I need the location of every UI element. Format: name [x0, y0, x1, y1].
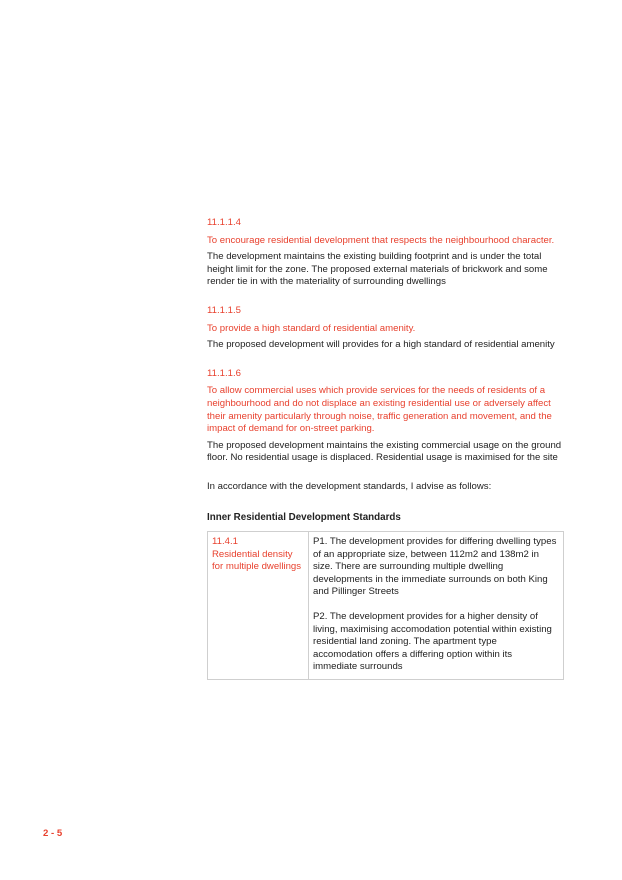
page-number: 2 - 5 [43, 828, 63, 839]
clause-objective: To encourage residential development that respects the neighbourhood character. [207, 234, 555, 246]
clause-response: The proposed development will provides for a high standard of residential amenity [207, 339, 555, 351]
clause-section [207, 305, 567, 352]
performance-criterion-p1: P1. The development provides for differing dwelling types of an appropriate size, between 112m2 and 138m2 in size. There are surrounding multiple dwelling developments in the immediate surrounds on both King and Pillinger Streets [313, 536, 557, 598]
document-body [207, 217, 567, 680]
clause-number: 11.1.1.6 [207, 367, 241, 379]
clause-number: 11.1.1.4 [207, 217, 241, 228]
clause-number: 11.1.1.5 [207, 304, 241, 316]
standards-table [207, 531, 564, 680]
intro-text: In accordance with the development standards, I advise as follows: [207, 480, 492, 492]
standard-response-cell [309, 532, 564, 680]
standard-title: Residential density for multiple dwellings [212, 548, 302, 573]
performance-criterion-p2: P2. The development provides for a higher density of living, maximising accomodation potential within existing residential land zoning. The apartment type accomodation offers a differing option within its immediate surrounds [313, 611, 552, 673]
clause-section [207, 217, 567, 289]
standard-number: 11.4.1 [212, 536, 238, 548]
clause-section [207, 368, 567, 465]
clause-response: The proposed development maintains the existing commercial usage on the ground floor. No residential usage is displaced. Residential usage is maximised for the site [207, 439, 562, 464]
standard-reference-cell [208, 532, 309, 680]
table-row [208, 532, 564, 680]
clause-objective: To provide a high standard of residential amenity. [207, 322, 416, 334]
standards-heading: Inner Residential Development Standards [207, 511, 401, 523]
clause-response: The development maintains the existing building footprint and is under the total height limit for the zone. The proposed external materials of brickwork and some render tie in with the materiality of surrounding dwellings [207, 251, 548, 288]
clause-objective: To allow commercial uses which provide services for the needs of residents of a neighbourhood and do not displace an existing residential use or adversely affect their amenity particularly through noise, traffic generation and movement, and the impact of demand for on-street parking. [207, 385, 552, 435]
